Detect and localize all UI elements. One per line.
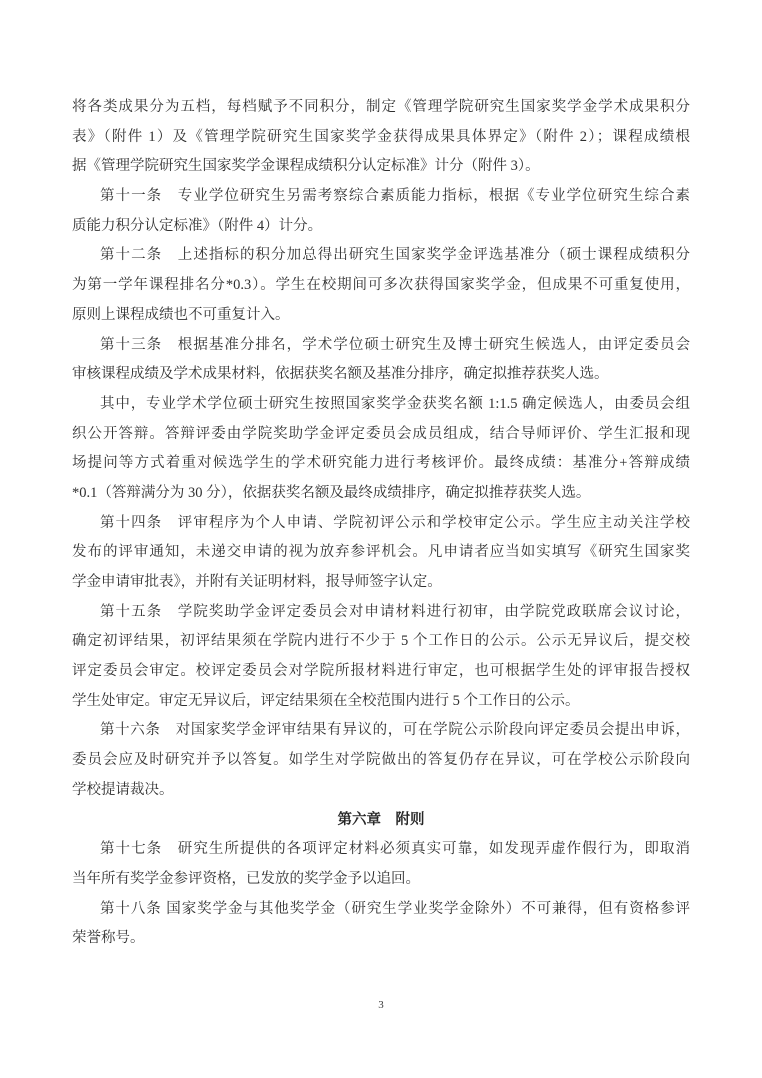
text-line: 将各类成果分为五档，每档赋予不同积分，制定《管理学院研究生国家奖学金学术成果积分 [72,99,690,115]
paragraph [72,716,690,805]
text-line: 第十六条 对国家奖学金评审结果有异议的，可在学院公示阶段向评定委员会提出申诉， [100,722,690,739]
text-line: 织公开答辩。答辩评委由学院奖助学金评定委员会成员组成，结合导师评价、学生汇报和现 [72,425,690,442]
paragraph [72,835,690,894]
text-line: 确定初评结果，初评结果须在学院内进行不少于 5 个工作日的公示。公示无异议后，提交校 [72,633,690,650]
text-line: *0.1（答辩满分为 30 分），依据获奖名额及最终成绩排序，确定拟推荐获奖人选。 [72,484,591,501]
text-line: 评定委员会审定。校评定委员会对学院所报材料进行审定，也可根据学生处的评审报告授权 [72,663,690,680]
text-line: 其中，专业学术学位硕士研究生按照国家奖学金获奖名额 1:1.5 确定候选人，由委员会组 [100,395,690,412]
paragraph [72,895,690,954]
text-line: 质能力积分认定标准》（附件 4）计分。 [72,217,323,234]
text-line: 第十五条 学院奖助学金评定委员会对申请材料进行初审，由学院党政联席会议讨论， [100,603,690,620]
paragraph [72,331,690,390]
text-line: 审核课程成绩及学术成果材料，依据获奖名额及基准分排序，确定拟推荐获奖人选。 [72,366,609,383]
paragraph [72,509,690,598]
text-line: 第十四条 评审程序为个人申请、学院初评公示和学校审定公示。学生应主动关注学校 [100,514,690,531]
paragraph [72,390,690,509]
text-line: 荣誉称号。 [72,930,145,947]
text-line: 第十三条 根据基准分排名，学术学位硕士研究生及博士研究生候选人，由评定委员会 [100,336,690,353]
text-line: 为第一学年课程排名分*0.3）。学生在校期间可多次获得国家奖学金，但成果不可重复使用， [72,277,690,294]
text-line: 第十七条 研究生所提供的各项评定材料必须真实可靠，如发现弄虚作假行为，即取消 [100,841,690,858]
text-line: 学校提请裁决。 [72,781,174,798]
paragraph [72,598,690,717]
document-body [72,93,690,954]
paragraph [72,241,690,330]
text-line: 学生处审定。审定无异议后，评定结果须在全校范围内进行 5 个工作日的公示。 [72,692,580,709]
text-line: 第十八条 国家奖学金与其他奖学金（研究生学业奖学金除外）不可兼得，但有资格参评 [100,900,690,917]
chapter-heading: 第六章 附则 [337,811,425,828]
text-line: 第十一条 专业学位研究生另需考察综合素质能力指标，根据《专业学位研究生综合素 [100,188,690,205]
text-line: 原则上课程成绩也不可重复计入。 [72,306,290,323]
text-line: 当年所有奖学金参评资格，已发放的奖学金予以追回。 [72,870,420,887]
text-line: 据《管理学院研究生国家奖学金课程成绩积分认定标准》计分（附件 3）。 [72,158,540,175]
paragraph [72,182,690,241]
page-number: 3 [378,999,384,1011]
text-line: 第十二条 上述指标的积分加总得出研究生国家奖学金评选基准分（硕士课程成绩积分 [100,247,690,264]
text-line: 学金申请审批表》，并附有关证明材料，报导师签字认定。 [72,574,442,590]
text-line: 场提问等方式着重对候选学生的学术研究能力进行考核评价。最终成绩：基准分+答辩成绩 [72,455,690,472]
paragraph [72,93,690,182]
text-line: 委员会应及时研究并予以答复。如学生对学院做出的答复仍存在异议，可在学校公示阶段向 [72,752,690,769]
text-line: 表》（附件 1）及《管理学院研究生国家奖学金获得成果具体界定》（附件 2）；课程成绩根 [72,128,690,145]
text-line: 发布的评审通知，未递交申请的视为放弃参评机会。凡申请者应当如实填写《研究生国家奖 [72,544,690,561]
